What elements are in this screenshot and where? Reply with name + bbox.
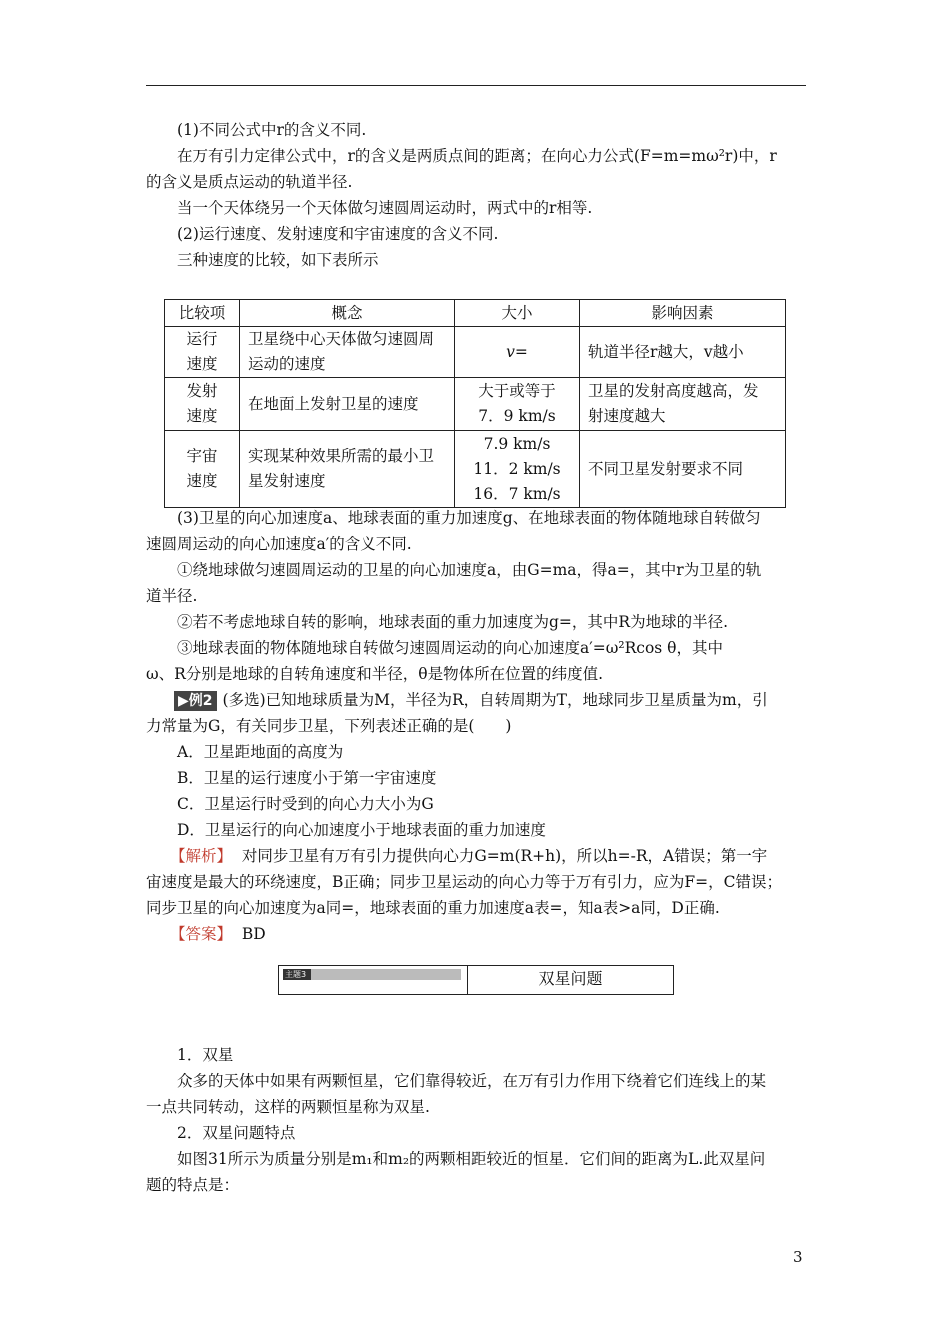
table-cell: 实现某种效果所需的最小卫 星发射速度 [240,431,455,508]
table-header: 概念 [240,300,455,327]
table-cell: 大于或等于 7．9 km/s [455,378,580,431]
topic-tag: 主题3 [283,969,461,980]
table-cell: 卫星绕中心天体做匀速圆周 运动的速度 [240,327,455,378]
table-cell: 轨道半径r越大，v越小 [580,327,786,378]
text-line: 的含义是质点运动的轨道半径. [146,173,353,191]
table-cell: 发射 速度 [165,378,240,431]
page-number: 3 [793,1248,803,1266]
section-heading: 2．双星问题特点 [177,1124,296,1142]
answer-line [146,922,834,947]
table-cell: 在地面上发射卫星的速度 [240,378,455,431]
table-cell: v= [455,327,580,378]
analysis-line: 【解析】 对同步卫星有万有引力提供向心力G=m(R+h)，所以h=-R，A错误；第一宇 [170,847,768,865]
text-line: (1)不同公式中r的含义不同. [177,121,367,139]
text-line: 如图31所示为质量分别是m₁和m₂的两颗相距较近的恒星．它们间的距离为L.此双星问 [177,1150,766,1168]
text-line: ②若不考虑地球自转的影响，地球表面的重力加速度为g=，其中R为地球的半径. [177,613,729,631]
text-line: 三种速度的比较，如下表所示 [177,251,379,269]
text-line: 在万有引力定律公式中，r的含义是两质点间的距离；在向心力公式(F=m=mω²r)中，r [177,147,777,165]
answer-value: BD [241,925,266,943]
option-a: A．卫星距地面的高度为 [177,743,344,761]
table-row [165,378,786,431]
table-row [165,431,786,508]
text-line: (2)运行速度、发射速度和宇宙速度的含义不同. [177,225,499,243]
table-header: 比较项 [165,300,240,327]
topic-header-box [278,965,674,995]
text-line: 同步卫星的向心加速度为a同=，地球表面的重力加速度a表=，知a表>a同，D正确. [146,899,720,917]
answer-label: 【答案】 [170,925,233,943]
text-line: 当一个天体绕另一个天体做匀速圆周运动时，两式中的r相等. [177,199,593,217]
table-row [165,327,786,378]
topic-tag-area [279,966,468,994]
option-c: C．卫星运行时受到的向心力大小为G [177,795,434,813]
header-rule [146,85,806,86]
text-line: 宙速度是最大的环绕速度，B正确；同步卫星运动的向心力等于万有引力，应为F=，C错误； [146,873,782,891]
table-cell: 卫星的发射高度越高，发 射速度越大 [580,378,786,431]
text-line: ω、R分别是地球的自转角速度和半径，θ是物体所在位置的纬度值. [146,665,604,683]
table-header-row [165,300,786,327]
text-line: 众多的天体中如果有两颗恒星，它们靠得较近，在万有引力作用下绕着它们连线上的某 [177,1072,767,1090]
text-line: 题的特点是： [146,1176,240,1194]
example-badge: ▶例2 [174,691,217,711]
text-line: 速圆周运动的向心加速度a′的含义不同. [146,535,412,553]
text-line: ③地球表面的物体随地球自转做匀速圆周运动的向心加速度a′=ω²Rcos θ，其中 [177,639,723,657]
table-cell: 7.9 km/s 11．2 km/s 16．7 km/s [455,431,580,508]
table-header: 大小 [455,300,580,327]
table-header: 影响因素 [580,300,786,327]
option-d: D．卫星运行的向心加速度小于地球表面的重力加速度 [177,821,546,839]
table-cell: 不同卫星发射要求不同 [580,431,786,508]
example-question: ▶例2 (多选)已知地球质量为M，半径为R，自转周期为T，地球同步卫星质量为m，引 [146,688,838,713]
topic-title: 双星问题 [538,969,603,988]
section-heading: 1．双星 [177,1046,234,1064]
table-cell: 运行 速度 [165,327,240,378]
option-b: B．卫星的运行速度小于第一宇宙速度 [177,769,437,787]
text-line: 力常量为G，有关同步卫星，下列表述正确的是( ) [146,717,512,735]
text-line: (3)卫星的向心加速度a、地球表面的重力加速度g、在地球表面的物体随地球自转做匀 [177,509,761,527]
text-line: ①绕地球做匀速圆周运动的卫星的向心加速度a，由G=ma，得a=，其中r为卫星的轨 [177,561,762,579]
speed-comparison-table [164,299,786,508]
analysis-label: 【解析】 [170,847,233,865]
text-line: 道半径. [146,587,198,605]
text-line: 一点共同转动，这样的两颗恒星称为双星. [146,1098,430,1116]
table-cell: 宇宙 速度 [165,431,240,508]
